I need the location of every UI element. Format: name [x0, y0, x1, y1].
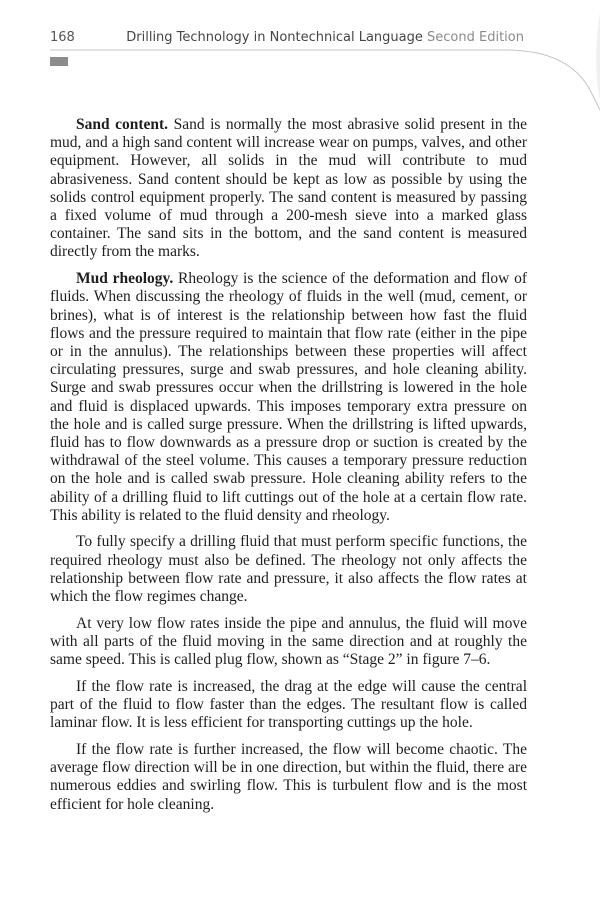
paragraph-sand-content	[50, 116, 527, 262]
paragraph: At very low flow rates inside the pipe and annulus, the fluid will move with all parts of the fluid moving in the same direction and at roughly the same speed. This is called plug flow, shown as “Stage 2” in figure 7–6.	[50, 614, 527, 669]
page-number: 168	[50, 30, 75, 45]
paragraph: If the flow rate is further increased, the flow will become chaotic. The average flow direction will be in one direction, but within the fluid, there are numerous eddies and swirling flow. This is turbulent flow and is the most efficient for hole cleaning.	[50, 741, 527, 813]
edition-label: Second Edition	[427, 30, 524, 45]
paragraph: If the flow rate is increased, the drag at the edge will cause the central part of the fluid to flow faster than the edges. The resultant flow is called laminar flow. It is less efficient for transporting cuttings up the hole.	[50, 677, 527, 732]
body-text	[50, 116, 527, 822]
paragraph-mud-rheology	[50, 270, 527, 525]
running-head	[126, 30, 524, 45]
chapter-tab-marker	[50, 57, 68, 66]
mud-rheology-heading: Mud rheology.	[76, 270, 174, 288]
sand-content-heading: Sand content.	[76, 116, 169, 133]
book-title: Drilling Technology in Nontechnical Language	[126, 30, 423, 45]
paragraph: To fully specify a drilling fluid that must perform specific functions, the required rheology must also be defined. The rheology not only affects the relationship between flow rate and pressure, it also affects the flow rates at which the flow regimes change.	[50, 533, 527, 606]
sand-content-text: Sand is normally the most abrasive solid present in the mud, and a high sand content will increase wear on pumps, valves, and other equipment. However, all solids in the mud will contribute to mud abrasiveness. Sand content should be kept as low as possible by using the solids control equipment properly. The sand content is measured by passing a fixed volume of mud through a 200-mesh sieve into a marked glass container. The sand sits in the bottom, and the sand content is measured directly from the marks.	[50, 116, 528, 261]
mud-rheology-text: Rheology is the science of the deformation and flow of fluids. When discussing the rheology of fluids in the well (mud, cement, or brines), what is of interest is the relationship between how fast the fluid flows and the pressure required to maintain that flow rate (either in the pipe or in the annulus). The relationships between these properties will affect circulating pressures, surge and swab pressures, and hole cleaning ability. Surge and swab pressures occur when the drillstring is lowered in the hole and fluid is displaced upwards. This imposes temporary extra pressure on the hole and is called surge pressure. When the drillstring is lifted upwards, fluid has to flow downwards as a pressure drop or suction is created by the withdrawal of the steel volume. This causes a temporary pressure reduction on the hole and is called swab pressure. Hole cleaning ability refers to the ability of a drilling fluid to lift cuttings out of the hole at a certain flow rate. This ability is related to the fluid density and rheology.	[50, 270, 528, 524]
